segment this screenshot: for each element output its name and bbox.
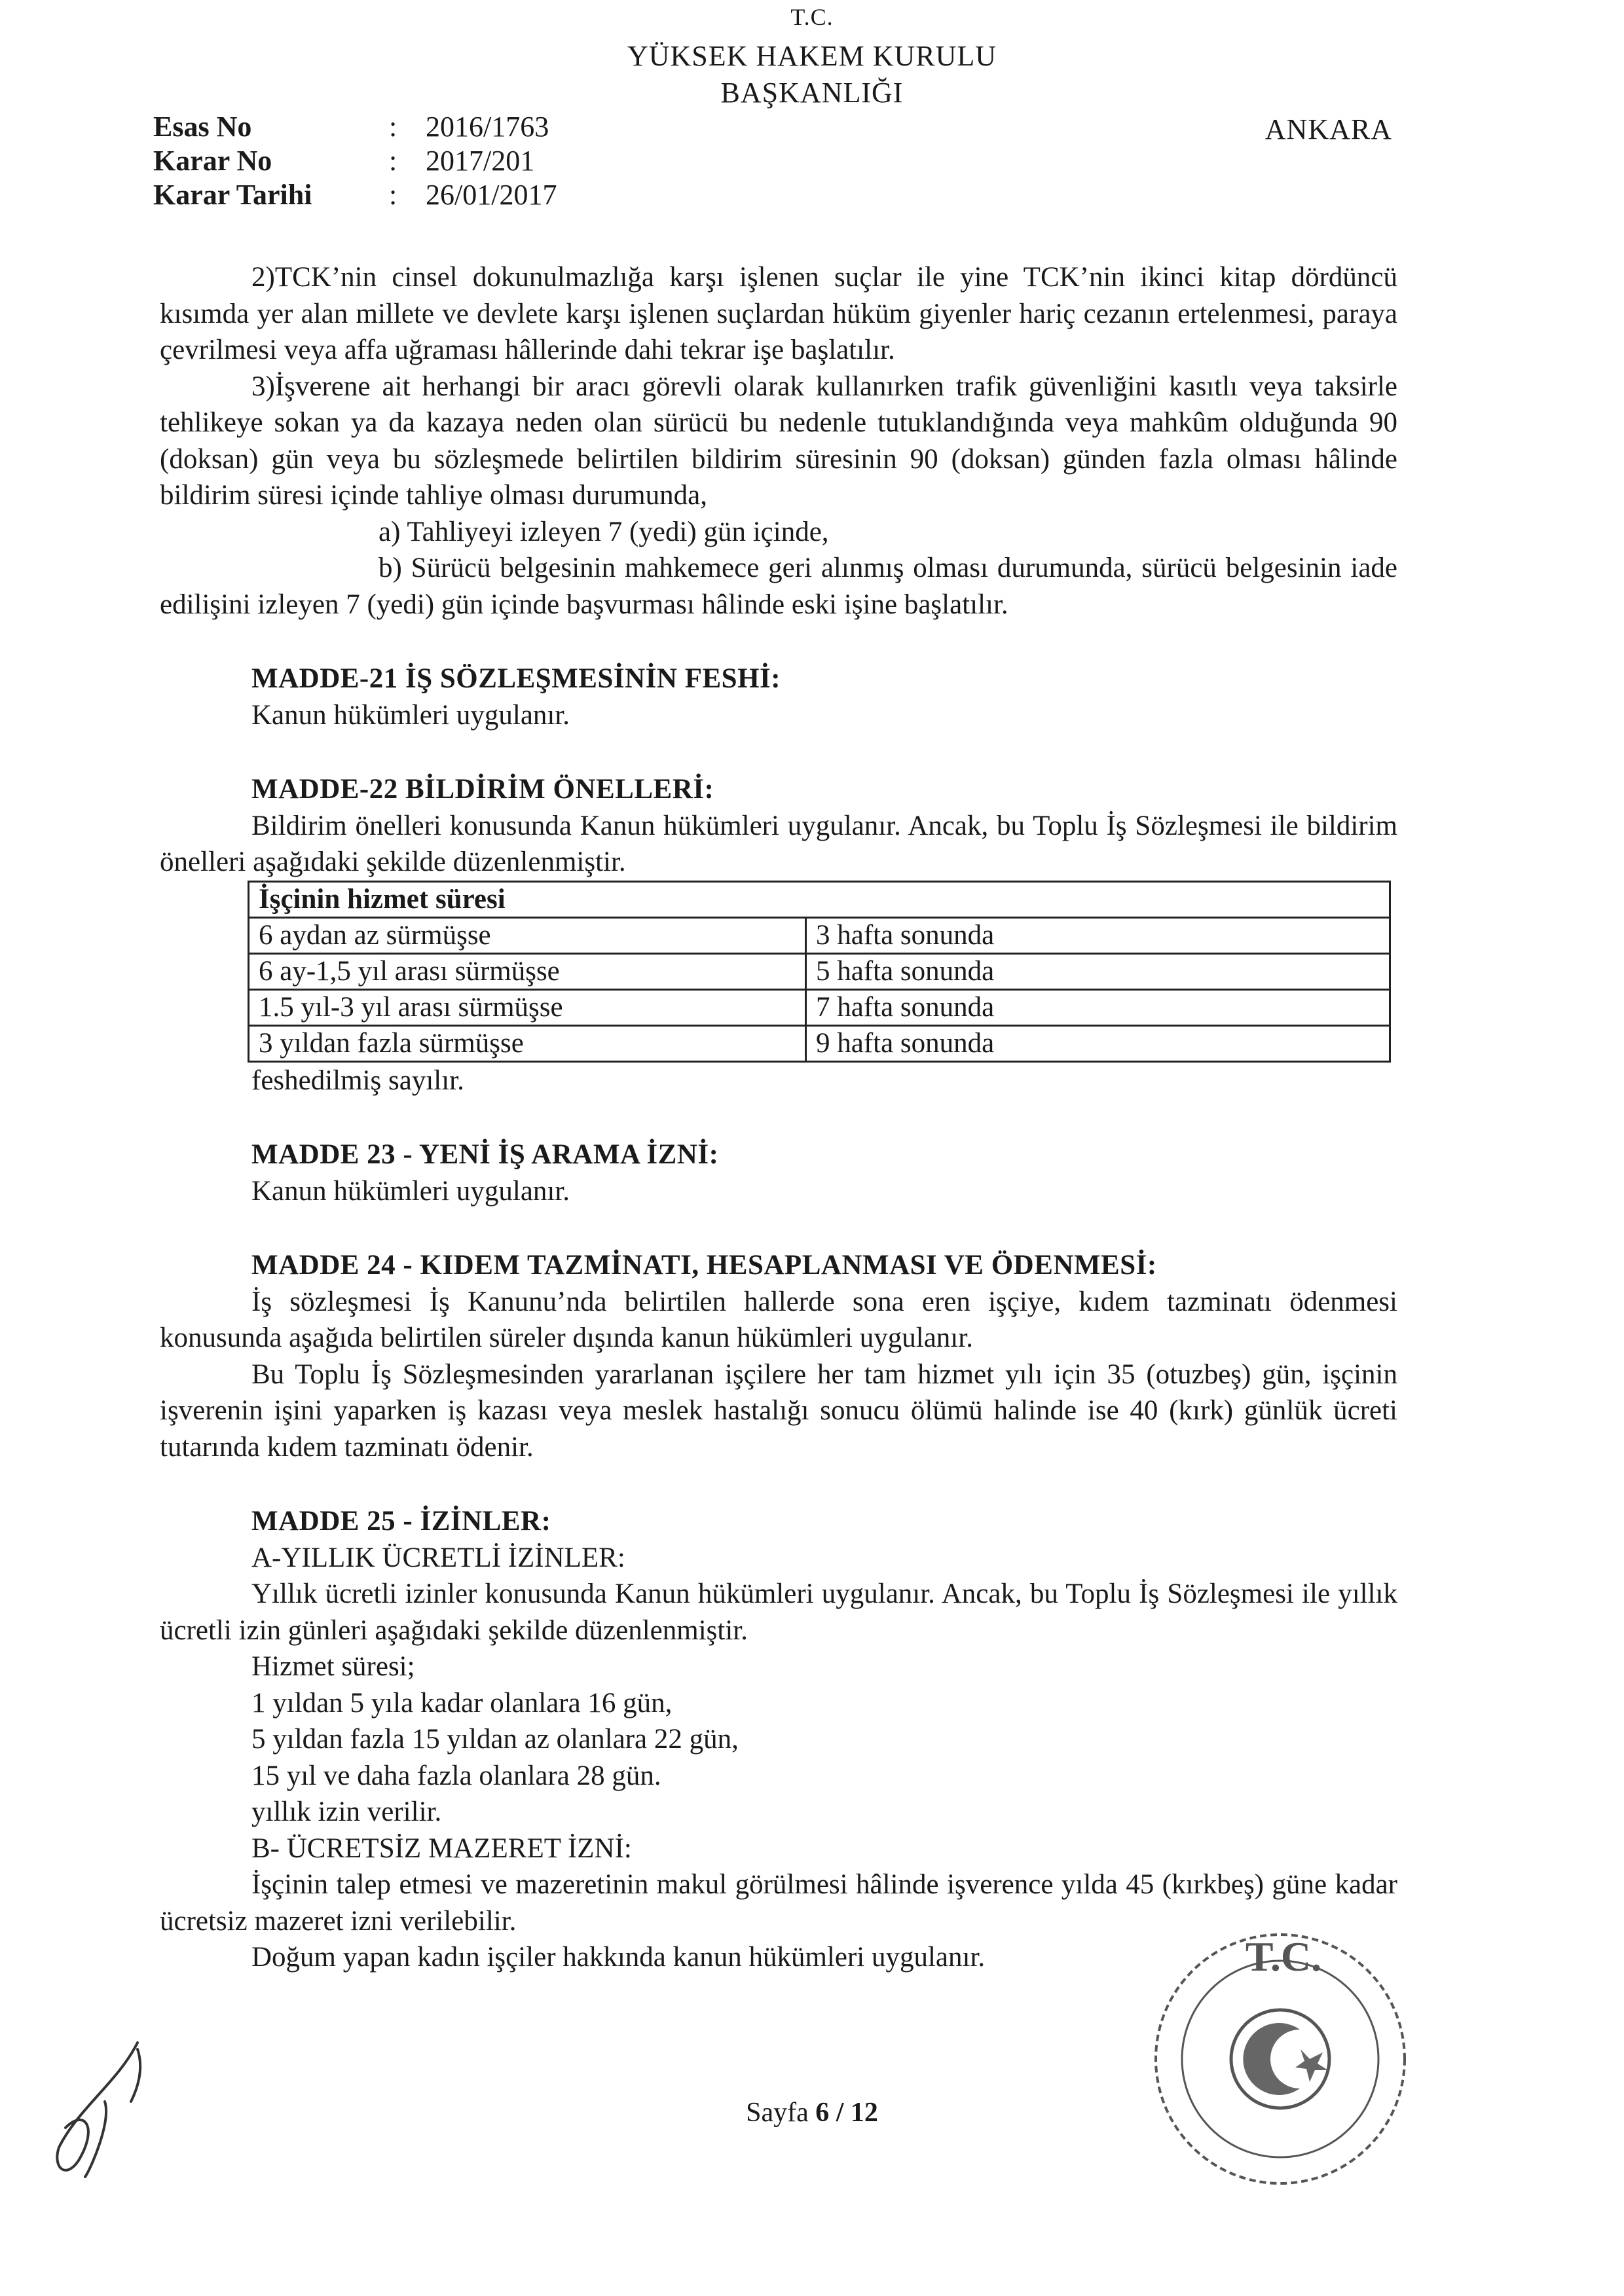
document-body [160, 259, 1397, 1976]
article-23-title: MADDE 23 - YENİ İŞ ARAMA İZNİ: [251, 1139, 719, 1170]
article-25-title: MADDE 25 - İZİNLER: [251, 1506, 551, 1537]
tarih-row [153, 178, 557, 212]
article-21-title: MADDE-21 İŞ SÖZLEŞMESİNİN FESHİ: [251, 663, 781, 694]
page-total: 12 [850, 2098, 878, 2128]
seal-text: T.C. [1245, 1933, 1322, 1980]
colon: : [389, 145, 397, 177]
period-cell: 6 aydan az sürmüşse [249, 917, 806, 953]
article-21-text: Kanun hükümleri uygulanır. [251, 699, 570, 731]
tc-heading: T.C. [790, 4, 834, 30]
period-cell: 6 ay-1,5 yıl arası sürmüşse [249, 953, 806, 989]
notice-cell: 9 hafta sonunda [806, 1025, 1390, 1061]
article-25-a-title: A-YILLIK ÜCRETLİ İZİNLER: [251, 1542, 625, 1573]
official-seal-icon [1126, 1918, 1428, 2213]
leave-line-1: 1 yıldan 5 yıla kadar olanlara 16 gün, [251, 1687, 673, 1719]
esas-label: Esas No [153, 111, 252, 143]
institution-title: YÜKSEK HAKEM KURULU [627, 40, 997, 72]
table-row [249, 953, 1390, 989]
leave-line-4: yıllık izin verilir. [251, 1796, 442, 1827]
item-b: b) Sürücü belgesinin mahkemece geri alınmış olması durumunda, sürücü belgesinin iade edilişini izleyen 7 (yedi) gün içinde başvurması hâlinde eski işine başlatılır. [160, 553, 1397, 620]
paragraph-tck: 2)TCK’nin cinsel dokunulmazlığa karşı işlenen suçlar ile yine TCK’nin ikinci kitap dördüncü kısımda yer alan millete ve devlete karşı işlenen suçlardan hüküm giyenler hariç cezanın ertelenmesi, paraya çevrilmesi veya affa uğraması hâllerinde dahi tekrar işe başlatılır. [160, 262, 1397, 365]
notice-cell: 5 hafta sonunda [806, 953, 1390, 989]
leave-line-2: 5 yıldan fazla 15 yıldan az olanlara 22 gün, [251, 1724, 739, 1755]
service-period-label: Hizmet süresi; [251, 1651, 415, 1682]
article-24-title: MADDE 24 - KIDEM TAZMİNATI, HESAPLANMASI VE ÖDENMESİ: [251, 1250, 1157, 1281]
period-cell: 1.5 yıl-3 yıl arası sürmüşse [249, 989, 806, 1025]
table-row [249, 917, 1390, 953]
article-24-paragraph-2: Bu Toplu İş Sözleşmesinden yararlanan işçilere her tam hizmet yılı için 35 (otuzbeş) gün, işçinin işverenin işini yaparken iş kazası veya meslek hastalığı sonucu ölümü halinde ise 40 (kırk) günlük ücreti tutarında kıdem tazminatı ödenir. [160, 1358, 1397, 1463]
article-25-b-title: B- ÜCRETSİZ MAZERET İZNİ: [251, 1832, 632, 1864]
item-a: a) Tahliyeyi izleyen 7 (yedi) gün içinde, [378, 516, 829, 547]
table-header-cell: İşçinin hizmet süresi [249, 881, 1390, 917]
article-25-a-text: Yıllık ücretli izinler konusunda Kanun hükümleri uygulanır. Ancak, bu Toplu İş Sözleşmesi ile yıllık ücretli izin günleri aşağıdaki şekilde düzenlenmiştir. [160, 1578, 1397, 1646]
esas-value: 2016/1763 [426, 111, 549, 143]
colon: : [389, 179, 397, 211]
notice-cell: 7 hafta sonunda [806, 989, 1390, 1025]
article-22-title: MADDE-22 BİLDİRİM ÖNELLERİ: [251, 774, 714, 805]
leave-line-3: 15 yıl ve daha fazla olanlara 28 gün. [251, 1760, 661, 1791]
article-25-b-text: İşçinin talep etmesi ve mazeretinin makul görülmesi hâlinde işverence yılda 45 (kırkbeş) güne kadar ücretsiz mazeret izni verilebilir. [160, 1869, 1397, 1937]
esas-row [153, 110, 557, 144]
signature-icon [39, 2030, 170, 2187]
paragraph-driver: 3)İşverene ait herhangi bir aracı görevli olarak kullanırken trafik güvenliğini kasıtlı veya taksirle tehlikeye sokan ya da kazaya neden olan sürücü bu nedenle tutuklandığında veya mahkûm olduğunda 90 (doksan) gün veya bu sözleşmede belirtilen bildirim süresinin 90 (doksan) günden fazla olması hâlinde bildirim süresi içinde tahliye olması durumunda, [160, 371, 1397, 511]
page-current: 6 [815, 2098, 830, 2128]
article-25-b-birth: Doğum yapan kadın işçiler hakkında kanun hükümleri uygulanır. [251, 1942, 986, 1973]
notice-cell: 3 hafta sonunda [806, 917, 1390, 953]
case-meta [153, 110, 557, 212]
period-cell: 3 yıldan fazla sürmüşse [249, 1025, 806, 1061]
city-label: ANKARA [1264, 113, 1392, 145]
tarih-label: Karar Tarihi [153, 179, 312, 211]
article-24-paragraph-1: İş sözleşmesi İş Kanunu’nda belirtilen hallerde sona eren işçiye, kıdem tazminatı ödenmesi konusunda aşağıda belirtilen süreler dışında kanun hükümleri uygulanır. [160, 1286, 1397, 1353]
article-22-text: Bildirim önelleri konusunda Kanun hükümleri uygulanır. Ancak, bu Toplu İş Sözleşmesi ile bildirim önelleri aşağıdaki şekilde düzenlenmiştir. [160, 810, 1397, 877]
office-title: BAŞKANLIĞI [720, 77, 904, 109]
karar-label: Karar No [153, 145, 272, 177]
article-23-text: Kanun hükümleri uygulanır. [251, 1175, 570, 1207]
page-prefix: Sayfa [746, 2098, 809, 2128]
karar-row [153, 144, 557, 178]
table-row [249, 989, 1390, 1025]
colon: : [389, 111, 397, 143]
article-22-after: feshedilmiş sayılır. [251, 1065, 464, 1096]
notice-period-table [248, 881, 1391, 1063]
page-separator: / [836, 2098, 844, 2128]
tarih-value: 26/01/2017 [426, 179, 557, 211]
table-header-row [249, 881, 1390, 917]
karar-value: 2017/201 [426, 145, 535, 177]
table-row [249, 1025, 1390, 1061]
